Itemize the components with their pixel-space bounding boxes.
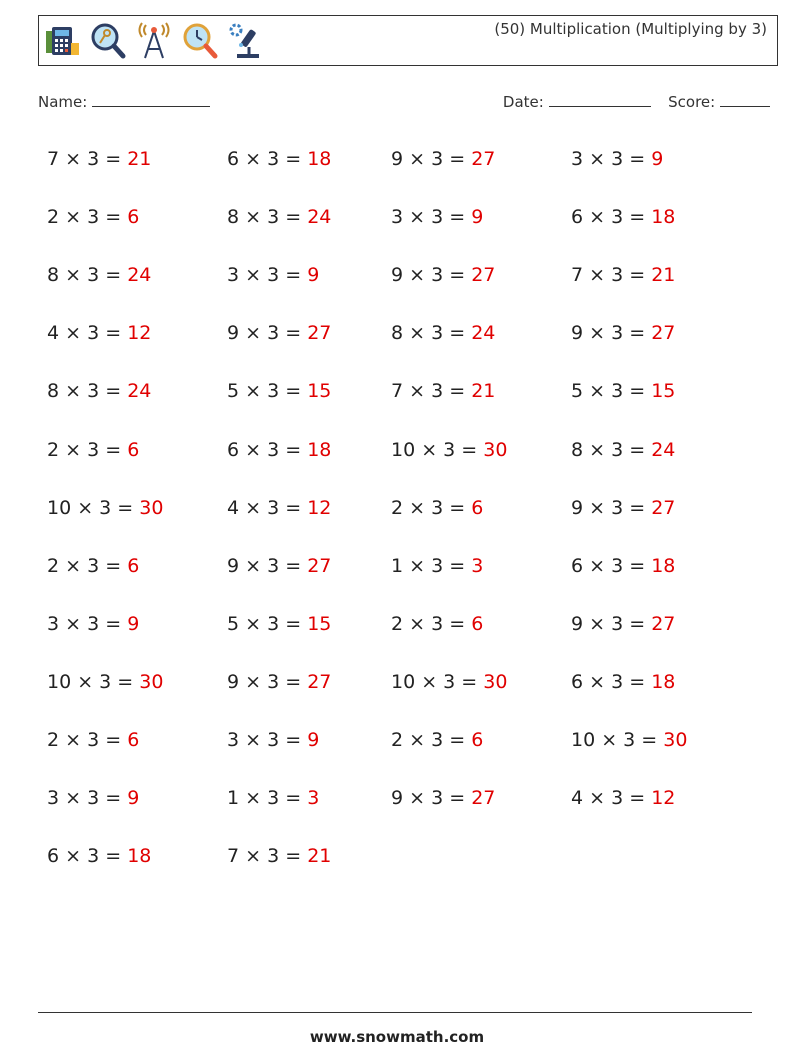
- problem-answer: 9: [307, 729, 320, 751]
- problem-question: 6 × 3 =: [571, 206, 652, 229]
- problem-question: 9 × 3 =: [391, 787, 472, 810]
- problem-item: [227, 787, 319, 809]
- problem-answer: 21: [471, 380, 496, 403]
- problem-question: 1 × 3 =: [391, 554, 472, 577]
- problem-question: 2 × 3 =: [47, 438, 128, 461]
- problem-answer: 6: [471, 729, 484, 751]
- problem-item: [47, 439, 139, 461]
- problem-question: 5 × 3 =: [571, 380, 652, 403]
- problem-item: [571, 613, 675, 635]
- problem-question: 10 × 3 =: [571, 729, 664, 751]
- problem-item: [571, 497, 675, 519]
- problem-question: 3 × 3 =: [227, 729, 308, 751]
- problem-item: [47, 787, 139, 809]
- problem-item: [391, 380, 495, 402]
- problem-item: [391, 497, 483, 519]
- problem-answer: 6: [127, 438, 140, 461]
- problem-answer: 21: [307, 845, 332, 868]
- problem-question: 3 × 3 =: [571, 148, 652, 170]
- problem-answer: 6: [127, 206, 140, 229]
- date-label: Date:: [502, 93, 544, 111]
- problem-item: [391, 148, 495, 170]
- problem-question: 9 × 3 =: [571, 322, 652, 345]
- problem-question: 4 × 3 =: [227, 496, 308, 519]
- problem-question: 9 × 3 =: [391, 264, 472, 287]
- problem-question: 3 × 3 =: [47, 787, 128, 810]
- problem-question: 7 × 3 =: [391, 380, 472, 403]
- problem-item: [47, 380, 151, 402]
- problem-answer: 12: [127, 322, 152, 345]
- problem-answer: 15: [651, 380, 676, 403]
- problem-answer: 21: [127, 148, 152, 170]
- problem-answer: 24: [127, 380, 152, 403]
- problem-answer: 30: [483, 670, 508, 693]
- problem-question: 5 × 3 =: [227, 380, 308, 403]
- score-label: Score:: [668, 93, 716, 111]
- problem-item: [227, 322, 331, 344]
- problem-item: [47, 497, 163, 519]
- problem-answer: 24: [307, 206, 332, 229]
- problem-item: [391, 613, 483, 635]
- problem-answer: 12: [651, 787, 676, 810]
- problem-answer: 3: [471, 554, 484, 577]
- problem-question: 1 × 3 =: [227, 787, 308, 810]
- problem-answer: 18: [651, 554, 676, 577]
- footer-divider: [38, 1012, 752, 1013]
- problem-answer: 15: [307, 380, 332, 403]
- problem-question: 8 × 3 =: [391, 322, 472, 345]
- problem-question: 6 × 3 =: [227, 148, 308, 170]
- problem-answer: 18: [651, 670, 676, 693]
- name-label: Name:: [38, 93, 88, 111]
- problem-item: [571, 439, 675, 461]
- problem-question: 2 × 3 =: [391, 496, 472, 519]
- problem-answer: 27: [471, 148, 496, 170]
- problem-question: 8 × 3 =: [47, 264, 128, 287]
- problem-item: [47, 613, 139, 635]
- problem-item: [227, 439, 331, 461]
- problem-answer: 24: [127, 264, 152, 287]
- problem-question: 10 × 3 =: [47, 670, 140, 693]
- problem-answer: 30: [139, 670, 164, 693]
- problem-answer: 30: [139, 496, 164, 519]
- problem-answer: 18: [127, 845, 152, 868]
- problem-answer: 15: [307, 612, 332, 635]
- problem-question: 2 × 3 =: [391, 612, 472, 635]
- problem-item: [571, 555, 675, 577]
- problem-item: [227, 671, 331, 693]
- problem-item: [47, 148, 151, 170]
- problem-question: 3 × 3 =: [47, 612, 128, 635]
- problem-question: 4 × 3 =: [571, 787, 652, 810]
- problem-item: [227, 729, 319, 751]
- problem-question: 2 × 3 =: [47, 554, 128, 577]
- problem-question: 10 × 3 =: [391, 438, 484, 461]
- problem-item: [227, 206, 331, 228]
- problem-item: [391, 671, 507, 693]
- problem-item: [571, 671, 675, 693]
- problem-answer: 24: [471, 322, 496, 345]
- worksheet-title: (50) Multiplication (Multiplying by 3): [494, 20, 767, 38]
- problem-item: [391, 555, 483, 577]
- problem-question: 7 × 3 =: [571, 264, 652, 287]
- problem-item: [227, 380, 331, 402]
- problem-item: [571, 264, 675, 286]
- problem-answer: 9: [127, 612, 140, 635]
- problem-question: 7 × 3 =: [47, 148, 128, 170]
- footer-site: www.snowmath.com: [309, 1028, 485, 1046]
- problem-item: [571, 148, 663, 170]
- problem-question: 4 × 3 =: [47, 322, 128, 345]
- problem-answer: 27: [307, 554, 332, 577]
- problem-answer: 12: [307, 496, 332, 519]
- problem-item: [571, 206, 675, 228]
- problem-question: 9 × 3 =: [227, 322, 308, 345]
- problem-item: [227, 845, 331, 867]
- problem-item: [571, 787, 675, 809]
- problem-answer: 30: [663, 729, 688, 751]
- problem-question: 7 × 3 =: [227, 845, 308, 868]
- problem-answer: 27: [471, 787, 496, 810]
- problem-answer: 18: [307, 148, 332, 170]
- problem-item: [47, 206, 139, 228]
- problem-question: 10 × 3 =: [391, 670, 484, 693]
- problem-item: [391, 264, 495, 286]
- problem-answer: 6: [471, 496, 484, 519]
- problem-item: [227, 497, 331, 519]
- problem-question: 5 × 3 =: [227, 612, 308, 635]
- problem-question: 9 × 3 =: [571, 496, 652, 519]
- problem-item: [391, 729, 483, 751]
- problem-question: 8 × 3 =: [47, 380, 128, 403]
- problem-answer: 3: [307, 787, 320, 810]
- problem-question: 8 × 3 =: [227, 206, 308, 229]
- problem-item: [47, 845, 151, 867]
- problem-question: 6 × 3 =: [47, 845, 128, 868]
- problem-question: 2 × 3 =: [47, 206, 128, 229]
- problem-question: 9 × 3 =: [391, 148, 472, 170]
- problem-question: 9 × 3 =: [571, 612, 652, 635]
- problem-item: [571, 322, 675, 344]
- problem-answer: 6: [471, 612, 484, 635]
- problem-question: 9 × 3 =: [227, 554, 308, 577]
- problem-answer: 9: [127, 787, 140, 810]
- problem-question: 8 × 3 =: [571, 438, 652, 461]
- problem-item: [391, 787, 495, 809]
- problem-question: 3 × 3 =: [227, 264, 308, 287]
- problem-answer: 27: [651, 322, 676, 345]
- problem-question: 10 × 3 =: [47, 496, 140, 519]
- problem-item: [571, 380, 675, 402]
- problem-answer: 9: [651, 148, 664, 170]
- problem-item: [47, 671, 163, 693]
- problem-answer: 27: [651, 496, 676, 519]
- problem-answer: 9: [471, 206, 484, 229]
- problem-answer: 27: [307, 322, 332, 345]
- problem-item: [47, 322, 151, 344]
- problem-answer: 30: [483, 438, 508, 461]
- problem-question: 9 × 3 =: [227, 670, 308, 693]
- problem-answer: 24: [651, 438, 676, 461]
- problem-answer: 21: [651, 264, 676, 287]
- problem-answer: 27: [471, 264, 496, 287]
- problem-answer: 6: [127, 554, 140, 577]
- problem-item: [391, 206, 483, 228]
- problem-item: [227, 264, 319, 286]
- problem-answer: 27: [651, 612, 676, 635]
- problem-item: [47, 729, 139, 751]
- problem-question: 2 × 3 =: [47, 729, 128, 751]
- problem-item: [391, 439, 507, 461]
- problem-item: [391, 322, 495, 344]
- problem-question: 6 × 3 =: [571, 670, 652, 693]
- problem-item: [227, 148, 331, 170]
- problem-answer: 9: [307, 264, 320, 287]
- problem-question: 2 × 3 =: [391, 729, 472, 751]
- problem-answer: 18: [651, 206, 676, 229]
- problem-item: [47, 555, 139, 577]
- problem-question: 3 × 3 =: [391, 206, 472, 229]
- problem-item: [227, 613, 331, 635]
- problem-item: [571, 729, 687, 751]
- problem-question: 6 × 3 =: [227, 438, 308, 461]
- problem-question: 6 × 3 =: [571, 554, 652, 577]
- problem-answer: 27: [307, 670, 332, 693]
- problem-item: [227, 555, 331, 577]
- problem-answer: 6: [127, 729, 140, 751]
- problem-item: [47, 264, 151, 286]
- problem-answer: 18: [307, 438, 332, 461]
